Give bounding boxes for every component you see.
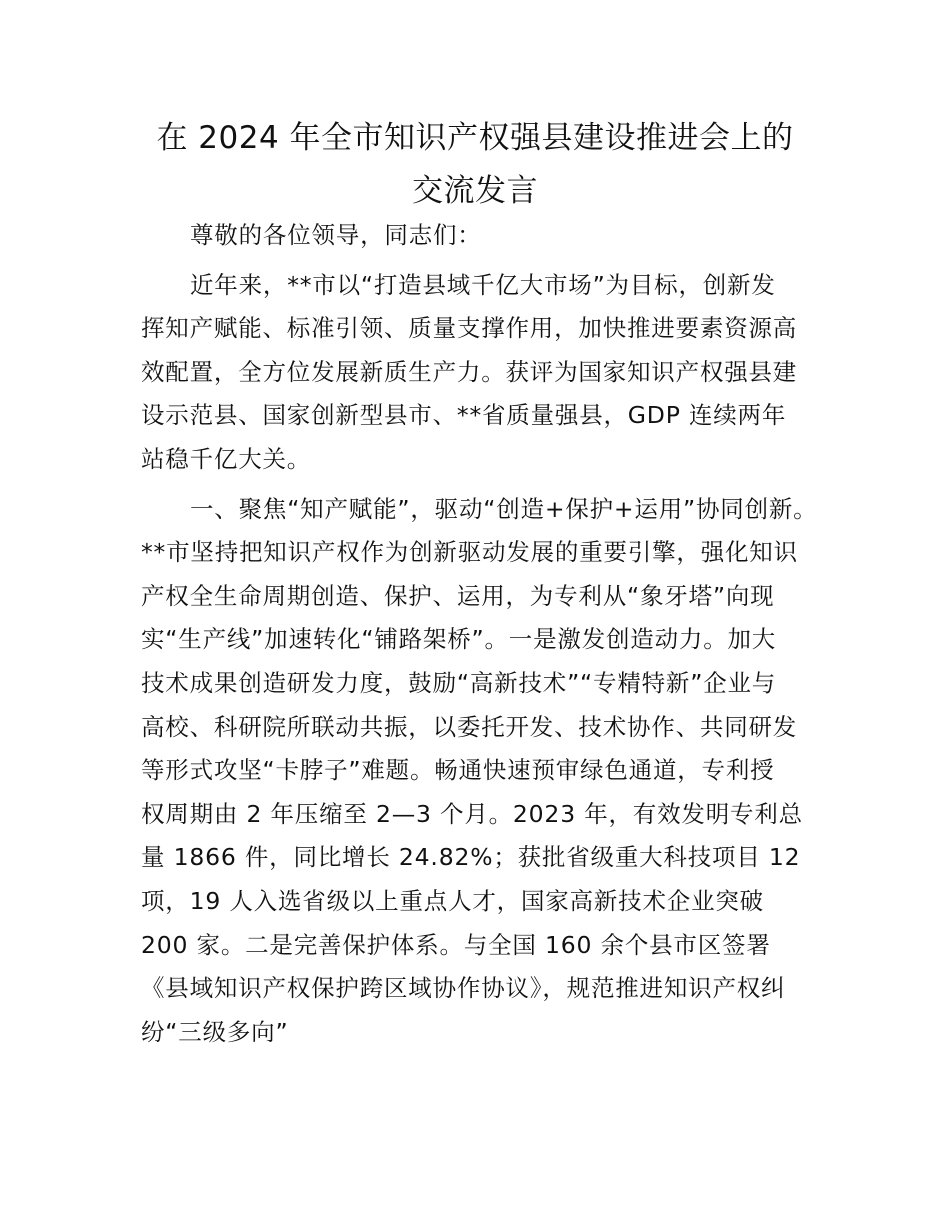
section-one-paragraph (141, 488, 825, 1055)
text-line: 效配置，全方位发展新质生产力。获评为国家知识产权强县建 (141, 357, 798, 386)
text-line: 尊敬的各位领导，同志们： (190, 221, 482, 249)
intro-paragraph (141, 264, 825, 482)
title-line-1: 在 2024 年全市知识产权强县建设推进会上的 (156, 120, 794, 156)
document-title (100, 112, 850, 218)
text-line: 一、聚焦“知产赋能”，驱动“创造+保护+运用”协同创新。 (190, 494, 818, 523)
salutation-paragraph (141, 214, 825, 258)
text-line: 挥知产赋能、标准引领、质量支撑作用，加快推进要素资源高 (141, 314, 798, 343)
text-line: **市坚持把知识产权作为创新驱动发展的重要引擎，强化知识 (141, 538, 798, 567)
text-line: 纷“三级多向” (141, 1017, 289, 1046)
text-line: 项，19 人入选省级以上重点人才，国家高新技术企业突破 (141, 886, 764, 915)
text-line: 站稳千亿大关。 (141, 444, 312, 473)
text-line: 技术成果创造研发力度，鼓励“高新技术”“专精特新”企业与 (141, 668, 777, 697)
text-line: 权周期由 2 年压缩至 2—3 个月。2023 年，有效发明专利总 (141, 799, 803, 828)
text-line: 近年来，**市以“打造县域千亿大市场”为目标，创新发 (190, 270, 776, 299)
text-line: 设示范县、国家创新型县市、**省质量强县，GDP 连续两年 (141, 401, 787, 430)
text-line: 量 1866 件，同比增长 24.82%；获批省级重大科技项目 12 (141, 843, 801, 872)
text-line: 200 家。二是完善保护体系。与全国 160 余个县市区签署 (141, 930, 771, 959)
text-line: 实“生产线”加速转化“铺路架桥”。一是激发创造动力。加大 (141, 625, 777, 654)
document-body (141, 214, 825, 1060)
text-line: 《县域知识产权保护跨区域协作协议》，规范推进知识产权纠 (141, 974, 786, 1003)
text-line: 产权全生命周期创造、保护、运用，为专利从“象牙塔”向现 (141, 581, 775, 610)
text-line: 高校、科研院所联动共振，以委托开发、技术协作、共同研发 (141, 712, 798, 741)
title-line-2: 交流发言 (412, 173, 538, 209)
text-line: 等形式攻坚“卡脖子”难题。畅通快速预审绿色通道，专利授 (141, 756, 775, 785)
